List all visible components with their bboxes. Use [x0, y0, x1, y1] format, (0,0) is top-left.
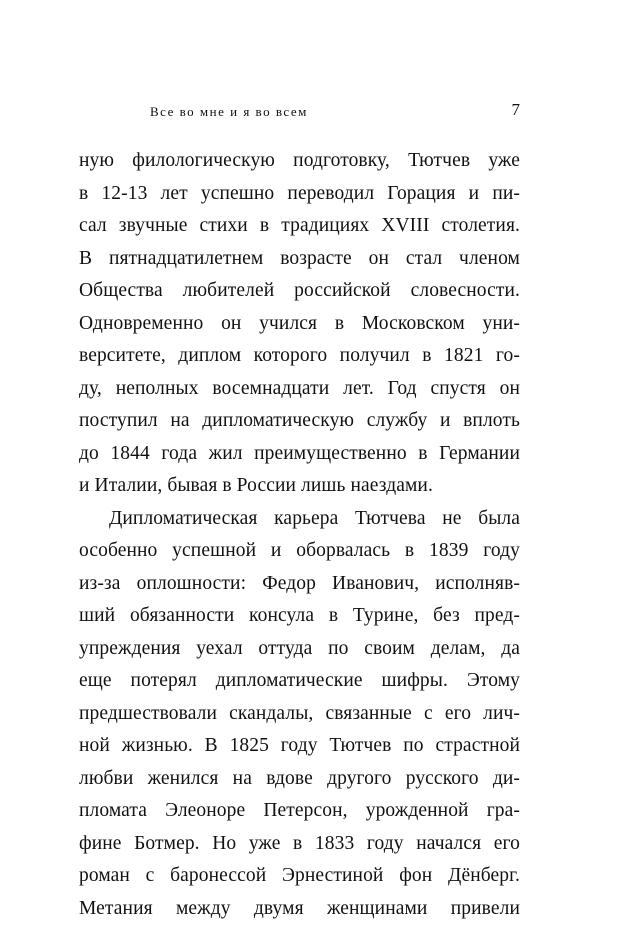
text-line: ший обязанности консула в Турине, без пред- [79, 600, 520, 633]
page-number: 7 [490, 100, 520, 120]
text-line: ду, неполных восемнадцати лет. Год спустя он [79, 373, 520, 406]
text-line: Метания между двумя женщинами привели [79, 893, 520, 925]
text-line: ную филологическую подготовку, Тютчев уже [79, 145, 520, 178]
text-line: сал звучные стихи в традициях XVIII столетия. [79, 210, 520, 243]
text-line: пломата Элеоноре Петерсон, урожденной гра- [79, 795, 520, 828]
text-line: роман с баронессой Эрнестиной фон Дёнберг. [79, 860, 520, 893]
text-line: до 1844 года жил преимущественно в Германии [79, 438, 520, 471]
text-line: фине Ботмер. Но уже в 1833 году начался его [79, 828, 520, 861]
text-line: в 12-13 лет успешно переводил Горация и пи- [79, 178, 520, 211]
text-line: упреждения уехал оттуда по своим делам, да [79, 633, 520, 666]
body-text [79, 145, 520, 925]
text-line: предшествовали скандалы, связанные с его лич- [79, 698, 520, 731]
text-line: из-за оплошности: Федор Иванович, исполняв- [79, 568, 520, 601]
text-line: еще потерял дипломатические шифры. Этому [79, 665, 520, 698]
text-line: верситете, диплом которого получил в 1821 го- [79, 340, 520, 373]
text-line: Общества любителей российской словесности. [79, 275, 520, 308]
text-line: любви женился на вдове другого русского ди- [79, 763, 520, 796]
running-title: Все во мне и я во всем [150, 104, 450, 120]
text-line: ной жизнью. В 1825 году Тютчев по страстной [79, 730, 520, 763]
text-line: поступил на дипломатическую службу и вплоть [79, 405, 520, 438]
text-line: В пятнадцатилетнем возрасте он стал членом [79, 243, 520, 276]
text-line: Одновременно он учился в Московском уни- [79, 308, 520, 341]
paragraph-start-line: Дипломатическая карьера Тютчева не была [79, 503, 520, 536]
text-line: особенно успешной и оборвалась в 1839 году [79, 535, 520, 568]
paragraph-end-line: и Италии, бывая в России лишь наездами. [79, 470, 520, 503]
